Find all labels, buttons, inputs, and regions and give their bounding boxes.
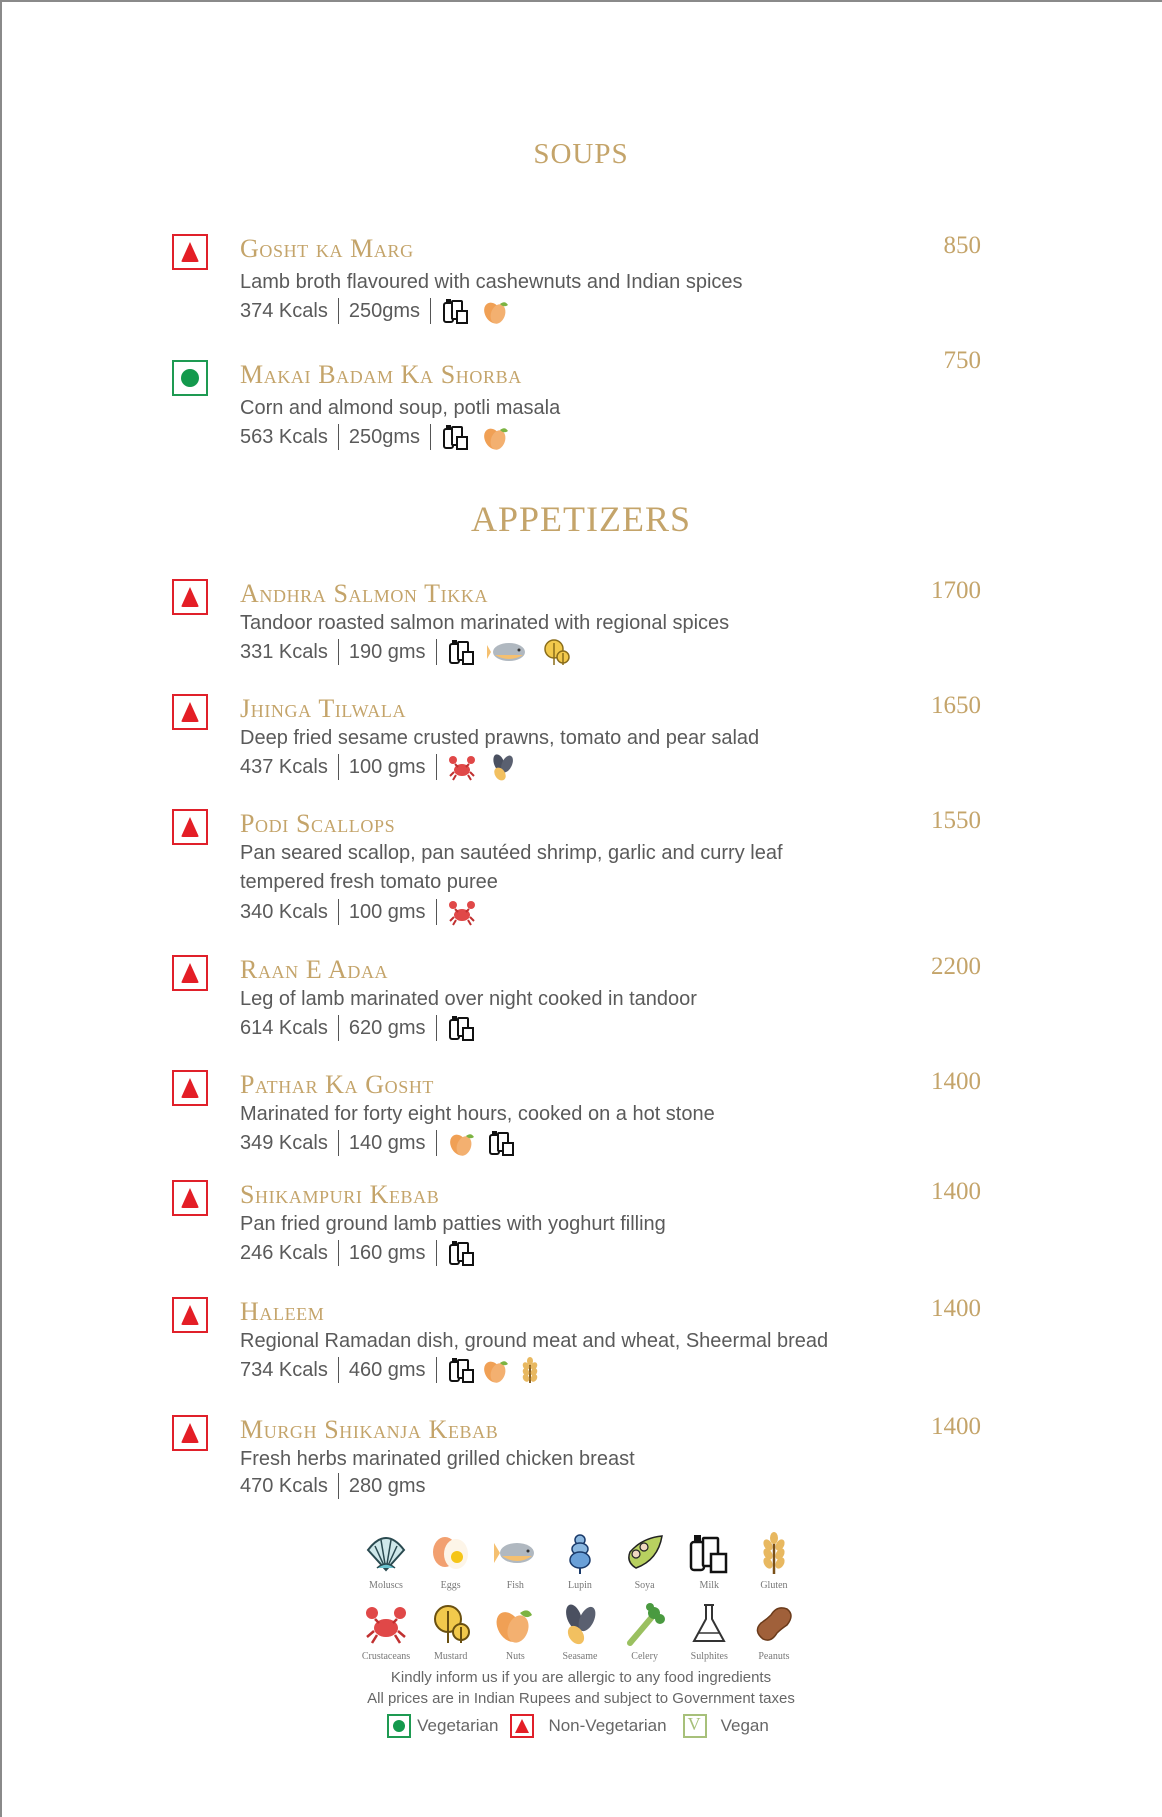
item-name: Raan E Adaa	[240, 955, 389, 984]
item-price: 1650	[931, 692, 981, 719]
item-description: Regional Ramadan dish, ground meat and wheat, Sheermal bread	[240, 1330, 829, 1352]
legend-sulphites	[678, 1601, 740, 1662]
crustaceans-icon	[447, 752, 477, 782]
item-name: Shikampuri Kebab	[240, 1180, 440, 1209]
legend-label: Lupin	[568, 1580, 592, 1591]
item-name: Pathar Ka Gosht	[240, 1070, 435, 1099]
sesame-icon	[557, 1601, 603, 1647]
sesame-icon	[487, 752, 517, 782]
item-description: Marinated for forty eight hours, cooked on a hot stone	[240, 1103, 715, 1125]
fish-icon	[487, 637, 531, 667]
item-description: Corn and almond soup, potli masala	[240, 397, 561, 419]
veg-label: Vegetarian	[417, 1716, 499, 1735]
milk-icon	[447, 637, 477, 667]
item-weight: 280 gms	[348, 1474, 426, 1497]
item-description: Tandoor roasted salmon marinated with regional spices	[240, 612, 730, 634]
item-price: 750	[943, 347, 981, 374]
non-veg-indicator-icon	[172, 234, 208, 270]
legend-gluten	[743, 1530, 805, 1591]
milk-icon	[447, 1013, 477, 1043]
milk-icon	[487, 1128, 517, 1158]
milk-icon	[447, 1238, 477, 1268]
item-kcals: 437 Kcals	[240, 755, 328, 778]
nuts-icon	[481, 422, 511, 452]
legend-label: Moluscs	[369, 1580, 403, 1591]
item-kcals: 563 Kcals	[240, 425, 328, 448]
non-veg-indicator-icon	[172, 955, 208, 991]
legend-molluscs	[355, 1530, 417, 1591]
peanuts-icon	[751, 1601, 797, 1647]
veg-indicator-icon	[387, 1714, 411, 1738]
legend-peanuts	[743, 1601, 805, 1662]
item-kcals: 331 Kcals	[240, 640, 328, 663]
section-title-appetizers: APPETIZERS	[470, 499, 692, 539]
non-veg-indicator-icon	[510, 1714, 534, 1738]
item-name: Makai Badam Ka Shorba	[240, 360, 522, 389]
item-name: Gosht ka Marg	[240, 234, 414, 263]
molluscs-icon	[363, 1530, 409, 1576]
item-kcals: 374 Kcals	[240, 299, 328, 322]
item-meta	[240, 1013, 487, 1043]
item-weight: 100 gms	[348, 900, 426, 923]
item-meta	[240, 296, 521, 326]
item-weight: 620 gms	[348, 1016, 426, 1039]
item-meta	[240, 422, 521, 452]
non-veg-indicator-icon	[172, 1070, 208, 1106]
item-kcals: 349 Kcals	[240, 1131, 328, 1154]
item-price: 1700	[931, 577, 981, 604]
non-veg-indicator-icon	[172, 1297, 208, 1333]
mustard-icon	[541, 637, 571, 667]
item-meta	[240, 1355, 555, 1385]
milk-icon	[686, 1530, 732, 1576]
legend-label: Soya	[634, 1580, 655, 1591]
legend-mustard	[420, 1601, 482, 1662]
item-weight: 190 gms	[348, 640, 426, 663]
legend-label: Milk	[699, 1580, 719, 1591]
item-description: Lamb broth flavoured with cashewnuts and Indian spices	[240, 271, 743, 293]
legend-lupin	[549, 1530, 611, 1591]
nuts-icon	[492, 1601, 538, 1647]
milk-icon	[441, 296, 471, 326]
legend-milk	[678, 1530, 740, 1591]
item-kcals: 734 Kcals	[240, 1358, 328, 1381]
item-description: Deep fried sesame crusted prawns, tomato and pear salad	[240, 727, 760, 749]
item-price: 1400	[931, 1295, 981, 1322]
item-weight: 140 gms	[348, 1131, 426, 1154]
item-meta	[240, 1473, 426, 1499]
crustaceans-icon	[363, 1601, 409, 1647]
legend-label: Gluten	[760, 1580, 788, 1591]
gluten-icon	[515, 1355, 545, 1385]
legend-label: Fish	[506, 1580, 524, 1591]
page-border-top	[0, 0, 1162, 2]
non-veg-indicator-icon	[172, 1180, 208, 1216]
legend-fish	[484, 1530, 546, 1591]
item-weight: 250gms	[348, 299, 420, 322]
soya-icon	[622, 1530, 668, 1576]
allergen-legend-row-1	[355, 1530, 805, 1591]
vegan-label: Vegan	[720, 1716, 769, 1735]
item-description: Leg of lamb marinated over night cooked in tandoor	[240, 988, 697, 1010]
price-note: All prices are in Indian Rupees and subject to Government taxes	[367, 1690, 795, 1707]
page-border-left	[0, 0, 2, 1817]
item-price: 1400	[931, 1413, 981, 1440]
item-description: Fresh herbs marinated grilled chicken breast	[240, 1448, 635, 1470]
item-name: Podi Scallops	[240, 809, 396, 838]
item-meta	[240, 897, 487, 927]
legend-soya	[614, 1530, 676, 1591]
legend-crustaceans	[355, 1601, 417, 1662]
nuts-icon	[481, 1355, 511, 1385]
lupin-icon	[557, 1530, 603, 1576]
legend-label: Eggs	[440, 1580, 461, 1591]
nuts-icon	[481, 296, 511, 326]
legend-label: Mustard	[433, 1651, 468, 1662]
item-name: Haleem	[240, 1297, 325, 1326]
sulphites-icon	[686, 1601, 732, 1647]
mustard-icon	[428, 1601, 474, 1647]
item-price: 2200	[931, 953, 981, 980]
item-weight: 100 gms	[348, 755, 426, 778]
item-meta	[240, 1238, 487, 1268]
item-kcals: 614 Kcals	[240, 1016, 328, 1039]
item-weight: 160 gms	[348, 1241, 426, 1264]
legend-nuts	[484, 1601, 546, 1662]
fish-icon	[492, 1530, 538, 1576]
legend-label: Sulphites	[690, 1651, 728, 1662]
legend-eggs	[420, 1530, 482, 1591]
item-name: Andhra Salmon Tikka	[240, 579, 489, 608]
legend-celery	[614, 1601, 676, 1662]
legend-label: Peanuts	[758, 1651, 790, 1662]
crustaceans-icon	[447, 897, 477, 927]
non-veg-indicator-icon	[172, 1415, 208, 1451]
allergy-note: Kindly inform us if you are allergic to any food ingredients	[390, 1669, 772, 1686]
non-veg-indicator-icon	[172, 809, 208, 845]
allergen-legend-row-2	[355, 1601, 805, 1662]
milk-icon	[447, 1355, 477, 1385]
item-weight: 460 gms	[348, 1358, 426, 1381]
diet-legend	[0, 1714, 1162, 1738]
nuts-icon	[447, 1128, 477, 1158]
item-name: Murgh Shikanja Kebab	[240, 1415, 499, 1444]
legend-label: Celery	[631, 1651, 658, 1662]
item-meta	[240, 1128, 527, 1158]
item-kcals: 470 Kcals	[240, 1474, 328, 1497]
item-description: Pan seared scallop, pan sautéed shrimp, garlic and curry leaf tempered fresh tomato puree	[240, 842, 783, 893]
celery-icon	[622, 1601, 668, 1647]
section-title-soups: SOUPS	[533, 138, 629, 170]
legend-label: Nuts	[505, 1651, 525, 1662]
non-veg-indicator-icon	[172, 694, 208, 730]
item-meta	[240, 752, 527, 782]
item-price: 850	[943, 232, 981, 259]
item-weight: 250gms	[348, 425, 420, 448]
item-meta	[240, 637, 581, 667]
item-price: 1550	[931, 807, 981, 834]
item-description: Pan fried ground lamb patties with yoghurt filling	[240, 1213, 666, 1235]
allergen-legend	[355, 1530, 805, 1662]
item-price: 1400	[931, 1068, 981, 1095]
vegan-indicator-icon: V	[683, 1714, 707, 1738]
item-kcals: 246 Kcals	[240, 1241, 328, 1264]
legend-label: Crustaceans	[361, 1651, 411, 1662]
legend-sesame	[549, 1601, 611, 1662]
gluten-icon	[751, 1530, 797, 1576]
legend-label: Seasame	[562, 1651, 598, 1662]
milk-icon	[441, 422, 471, 452]
item-name: Jhinga Tilwala	[240, 694, 407, 723]
veg-indicator-icon	[172, 360, 208, 396]
eggs-icon	[428, 1530, 474, 1576]
non-veg-indicator-icon	[172, 579, 208, 615]
item-kcals: 340 Kcals	[240, 900, 328, 923]
item-price: 1400	[931, 1178, 981, 1205]
non-veg-label: Non-Vegetarian	[548, 1716, 667, 1735]
